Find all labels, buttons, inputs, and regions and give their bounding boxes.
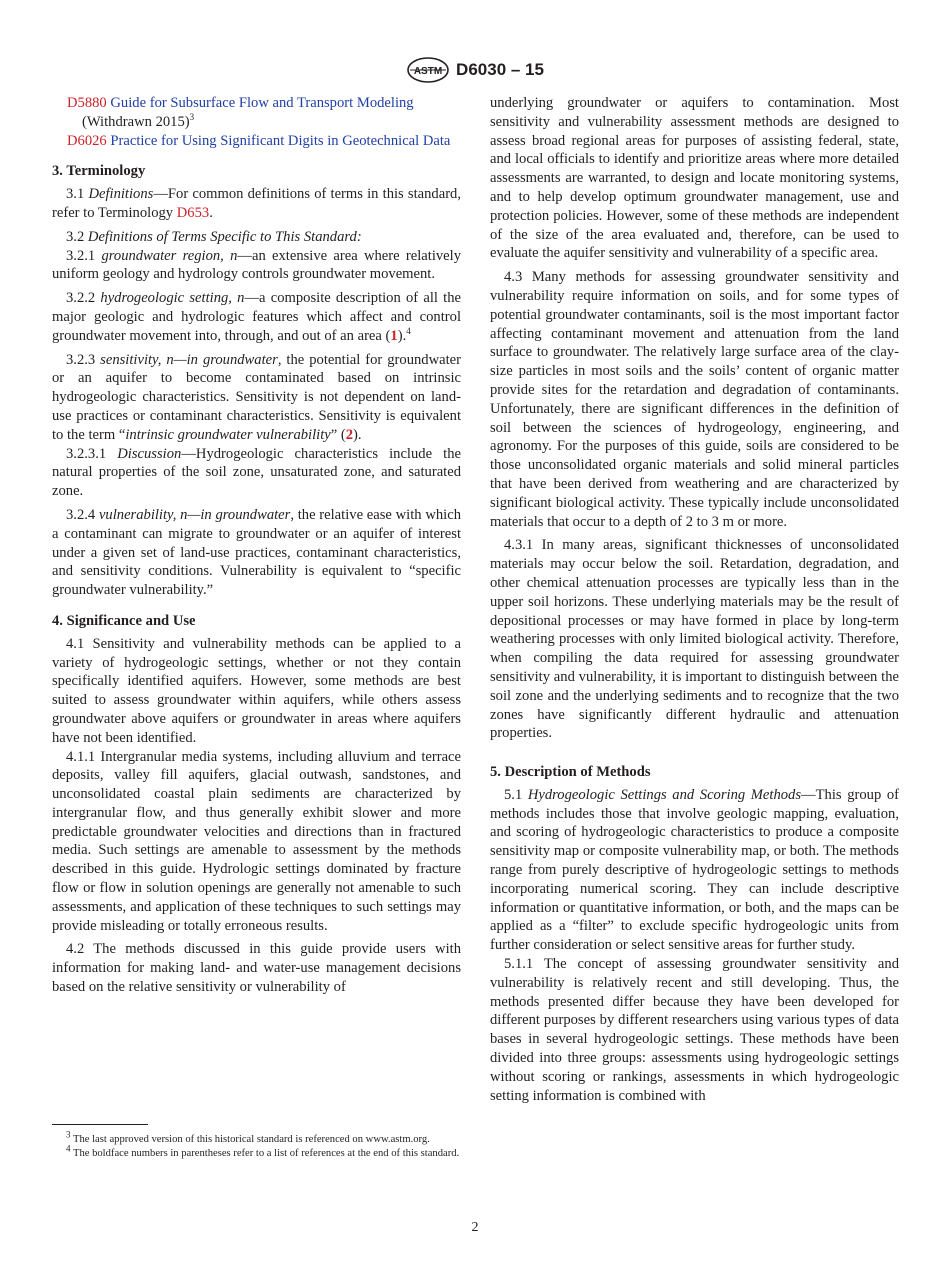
- reference-title-link[interactable]: Guide for Subsurface Flow and Transport Modeling: [110, 95, 414, 111]
- svg-text:ASTM: ASTM: [413, 66, 443, 77]
- right-column: [490, 94, 899, 1105]
- citation-link[interactable]: 2: [345, 426, 354, 443]
- paragraph-3-2: 3.2 Definitions of Terms Specific to This Standard:: [66, 228, 362, 245]
- paragraph-3-2-2: 3.2.2 hydrogeologic setting, n—a composite description of all the major geologic and hydrologic features which affect and control groundwater movement into, through, and out of an area (1).$^4$: [52, 290, 461, 344]
- reference-code-link[interactable]: D5880: [67, 95, 107, 111]
- paragraph-3-2-4: 3.2.4 vulnerability, n—in groundwater, the relative ease with which a contaminant can migrate to groundwater or an aquifer of interest under a given set of land-use practices, contaminant characteristics, and sensitivity conditions. Vulnerability is equivalent to “specific groundwater vulnerability.”: [52, 506, 461, 599]
- paragraph-3-1: 3.1 Definitions—For common definitions of terms in this standard, refer to Terminology D653.: [52, 186, 461, 221]
- section-heading-significance: 4. Significance and Use: [52, 612, 196, 629]
- paragraph-3-2-3-1: 3.2.3.1 Discussion—Hydrogeologic characteristics include the natural properties of the soil zone, unsaturated zone, and saturated zone.: [52, 445, 461, 500]
- paragraph-4-3-1: 4.3.1 In many areas, significant thicknesses of unconsolidated materials may occur below the soil. Retardation, degradation, and other chemical attenuation processes are typically less than in the upper soil horizons. These underlying materials may be the result of depositional processes or may have formed in place by long-term weathering processes with only limited biological activity. Therefore, when compiling the data required for assessing groundwater sensitivity and vulnerability, it is important to distinguish between the soil zone and the underlying sediments and to recognize that the two zones have significantly different hydraulic and attenuation properties.: [490, 537, 899, 742]
- document-designation: D6030 – 15: [456, 60, 544, 79]
- citation-link[interactable]: 1: [390, 327, 398, 344]
- reference-d5880: D5880 Guide for Subsurface Flow and Transport Modeling (Withdrawn 2015)$^3$: [67, 95, 414, 130]
- left-column: [52, 94, 461, 997]
- paragraph-4-2: 4.2 The methods discussed in this guide provide users with information for making land- and water-use management decisions based on the relative sensitivity or vulnerability of: [52, 941, 461, 996]
- footnote-divider: [52, 1124, 148, 1125]
- section-heading-methods: 5. Description of Methods: [490, 764, 651, 781]
- paragraph-3-2-3: 3.2.3 sensitivity, n—in groundwater, the potential for groundwater or an aquifer to become contaminated based on intrinsic hydrogeologic characteristics. Sensitivity is not dependent on land-use practices or contaminant characteristics. Sensitivity is equivalent to the term “intrinsic groundwater vulnerability” (2).: [52, 351, 462, 443]
- reference-d6026: [52, 132, 461, 151]
- reference-title-link[interactable]: Practice for Using Significant Digits in Geotechnical Data: [110, 132, 451, 149]
- paragraph-3-2-1: 3.2.1 groundwater region, n—an extensive area where relatively uniform geology and hydrology controls groundwater movement.: [52, 247, 462, 283]
- section-heading-terminology: 3. Terminology: [52, 163, 146, 180]
- paragraph-5-1: 5.1 Hydrogeologic Settings and Scoring Methods—This group of methods includes those that involve geologic mapping, evaluation, and scoring of hydrogeologic characteristics to produce a composite sensitivity map or composite vulnerability map, or both. The methods range from purely descriptive of hydrogeologic settings to methods incorporating numerical scoring. They can include descriptive information or quantitative information, or both, and the maps can be applied as a “filter” to exclude specific hydrogeologic units from further consideration or select sensitive areas for further study.: [490, 786, 899, 954]
- footnote-4: $^4$ The boldface numbers in parentheses refer to a list of references at the end of this standard.: [66, 1143, 460, 1160]
- reference-code-link[interactable]: D6026: [67, 132, 107, 149]
- footnotes: [52, 1129, 461, 1162]
- paragraph-5-1-1: 5.1.1 The concept of assessing groundwater sensitivity and vulnerability is relatively recent and still developing. Thus, the methods presented differ because they have been developed for different purposes by different researchers using various types of data bases in several hydrogeologic settings. These methods have been divided into three groups: assessments using hydrogeologic settings without scoring or rankings, assessments in which hydrogeologic setting information is combined with: [490, 956, 899, 1104]
- paragraph-4-3: 4.3 Many methods for assessing groundwater sensitivity and vulnerability require information on soils, and for some types of potential groundwater contaminants, soil is the most important factor affecting contaminant movement and attenuation from the land surface to groundwater. The relatively large surface area of the clay-size particles in most soils and the soils’ content of organic matter provide sites for the retardation and degradation of contaminants. Unfortunately, there are significant differences in the definition of soil between the sciences of hydrogeology, engineering, and agronomy. For the purposes of this guide, soils are considered to be those unconsolidated organic materials and solid mineral particles that have been derived from weathering and are characterized by significant biological activity. These typically include unconsolidated materials that occur to a depth of 2 to 3 m or more.: [490, 269, 899, 530]
- footnote-3: $^3$ The last approved version of this historical standard is referenced on www.astm.org.: [66, 1129, 430, 1145]
- paragraph-4-1-1: 4.1.1 Intergranular media systems, including alluvium and terrace deposits, valley fill aquifers, glacial outwash, sandstones, and unconsolidated coastal plain sediments are characterized by intergranular flow, and thus generally exhibit slower and more predictable groundwater velocities and directions than in fractured media. Such settings are amenable to assessment by the methods described in this guide. Hydrologic settings dominated by fracture flow or flow in solution openings are generally not amenable to such assessments, and application of these techniques to such settings may provide misleading or totally erroneous results.: [52, 748, 461, 934]
- paragraph-4-1: 4.1 Sensitivity and vulnerability methods can be applied to a variety of hydrogeologic settings, whether or not they contain specifically identified aquifers. However, some methods are best suited to assess groundwater within aquifers, while others assess groundwater above aquifers or groundwater in areas where aquifers have not been identified.: [52, 635, 461, 746]
- page-header: [0, 56, 950, 84]
- astm-logo: [406, 56, 450, 84]
- paragraph-4-2-continued: underlying groundwater or aquifers to contamination. Most sensitivity and vulnerability assessment methods are designed to assess broad regional areas for purposes of assisting federal, state, and local officials to identify and prioritize areas where more detailed assessments are warranted, to design and locate monitoring systems, and to help develop optimum groundwater management, use and protection policies. However, some of these methods are independent of the size of the area evaluated and, therefore, can be used to evaluate the aquifer sensitivity and vulnerability of a specific area.: [490, 95, 899, 262]
- page-number: 2: [471, 1220, 479, 1235]
- terminology-link-d653[interactable]: D653: [176, 204, 210, 221]
